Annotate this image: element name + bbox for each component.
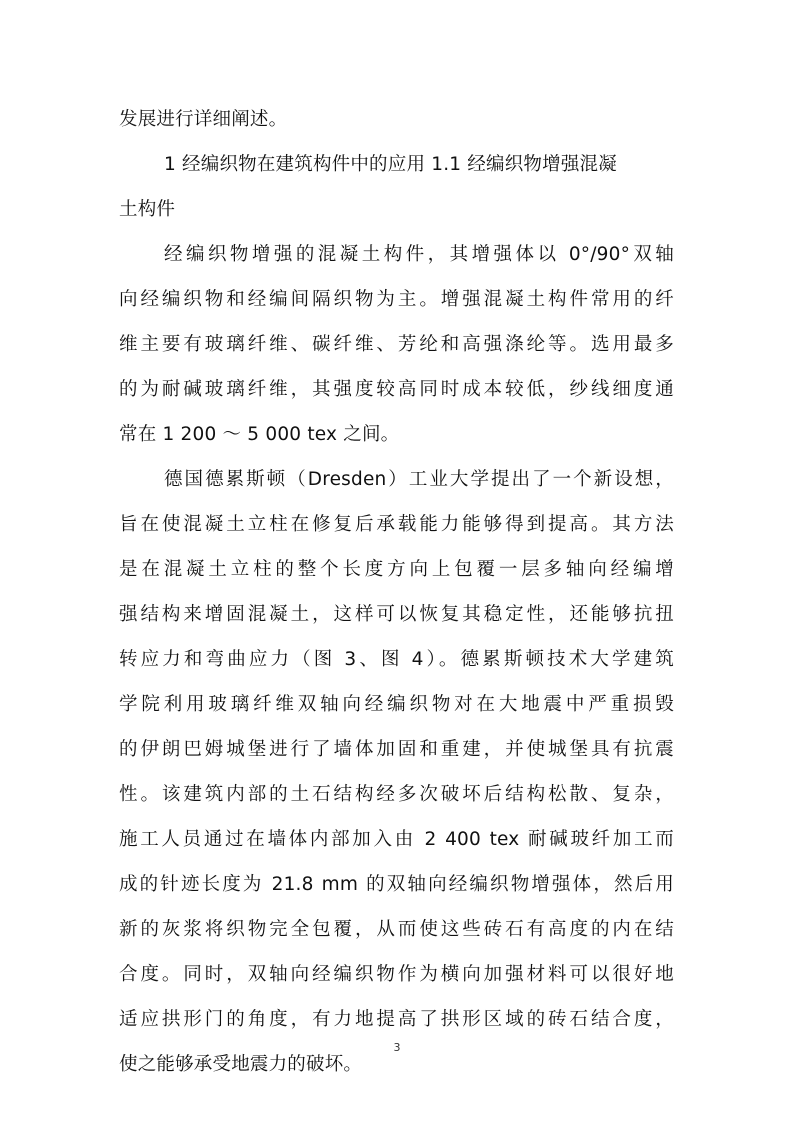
text-line: 经编织物增强的混凝土构件，其增强体以 0°/90°双轴 [164,244,674,265]
text-line: 使之能够承受地震力的破坏。 [119,1054,363,1075]
page-number: 3 [393,1041,401,1054]
text-line: 强结构来增固混凝土，这样可以恢复其稳定性，还能够抗扭 [119,604,674,625]
text-line: 德国德累斯顿（Dresden）工业大学提出了一个新设想， [164,469,674,490]
text-line: 新的灰浆将织物完全包覆，从而使这些砖石有高度的内在结 [119,919,674,940]
text-line: 性。该建筑内部的土石结构经多次破坏后结构松散、复杂， [119,784,674,805]
text-line: 旨在使混凝土立柱在修复后承载能力能够得到提高。其方法 [119,514,674,535]
text-line: 施工人员通过在墙体内部加入由 2 400 tex 耐碱玻纤加工而 [119,829,674,850]
text-line: 学院利用玻璃纤维双轴向经编织物对在大地震中严重损毁 [119,694,674,715]
body-text [119,97,674,1087]
section-heading-line: 1 经编织物在建筑构件中的应用 1.1 经编织物增强混凝 [164,154,617,175]
text-line: 发展进行详细阐述。 [119,109,288,130]
text-line: 转应力和弯曲应力（图 3、图 4）。德累斯顿技术大学建筑 [119,649,674,670]
text-line: 的为耐碱玻璃纤维，其强度较高同时成本较低，纱线细度通 [119,379,674,400]
section-heading-line: 土构件 [119,199,176,220]
text-line: 常在 1 200 ～ 5 000 tex 之间。 [119,424,400,445]
text-line: 的伊朗巴姆城堡进行了墙体加固和重建，并使城堡具有抗震 [119,739,674,760]
text-line: 是在混凝土立柱的整个长度方向上包覆一层多轴向经编增 [119,559,674,580]
text-line: 适应拱形门的角度，有力地提高了拱形区域的砖石结合度， [119,1009,674,1030]
text-line: 合度。同时，双轴向经编织物作为横向加强材料可以很好地 [119,964,674,985]
text-line: 维主要有玻璃纤维、碳纤维、芳纶和高强涤纶等。选用最多 [119,334,674,355]
text-line: 向经编织物和经编间隔织物为主。增强混凝土构件常用的纤 [119,289,674,310]
text-line: 成的针迹长度为 21.8 mm 的双轴向经编织物增强体，然后用 [119,874,674,895]
